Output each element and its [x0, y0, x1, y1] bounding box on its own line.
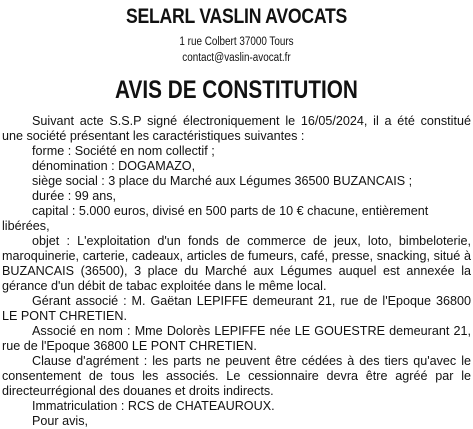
- notice-body: [2, 114, 471, 429]
- closing-line: Pour avis,: [32, 414, 88, 428]
- denomination-line: dénomination : DOGAMAZO,: [32, 159, 196, 173]
- duree-line: durée : 99 ans,: [32, 189, 117, 203]
- firm-address: 1 rue Colbert 37000 Tours: [179, 36, 294, 48]
- objet-paragraph: objet : L'exploitation d'un fonds de commerce de jeux, loto, bimbeloterie, maroquinerie, carterie, cadeaux, articles de fumeurs, café, presse, snacking, situé à BUZANCAIS (36500), 3 place du Marché aux Légumes auquel est annexée la gérance d'un débit de tabac exploitée dans le même local.: [2, 234, 471, 293]
- forme-line: forme : Société en nom collectif ;: [32, 144, 215, 158]
- gerant-paragraph: Gérant associé : M. Gaëtan LEPIFFE demeurant 21, rue de l'Epoque 36800 LE PONT CHRETIEN.: [2, 294, 471, 323]
- intro-paragraph: Suivant acte S.S.P signé électroniquement le 16/05/2024, il a été constitué une société présentant les caractéristiques suivantes :: [2, 114, 471, 143]
- firm-name: SELARL VASLIN AVOCATS: [125, 5, 348, 28]
- immatriculation-line: Immatriculation : RCS de CHATEAUROUX.: [32, 399, 275, 413]
- notice-title: AVIS DE CONSTITUTION: [115, 76, 358, 104]
- firm-email: contact@vaslin-avocat.fr: [182, 52, 291, 64]
- siege-line: siège social : 3 place du Marché aux Légumes 36500 BUZANCAIS ;: [32, 174, 413, 188]
- agrement-paragraph: Clause d'agrément : les parts ne peuvent être cédées à des tiers qu'avec le consentement de tous les associés. Le cessionnaire devra être agréé par le directeurrégional des douanes et droits indirects.: [2, 354, 471, 398]
- associe-paragraph: Associé en nom : Mme Dolorès LEPIFFE née LE GOUESTRE demeurant 21, rue de l'Epoque 36800 LE PONT CHRETIEN.: [2, 324, 471, 353]
- capital-line: capital : 5.000 euros, divisé en 500 parts de 10 € chacune, entièrement libérées,: [2, 204, 429, 233]
